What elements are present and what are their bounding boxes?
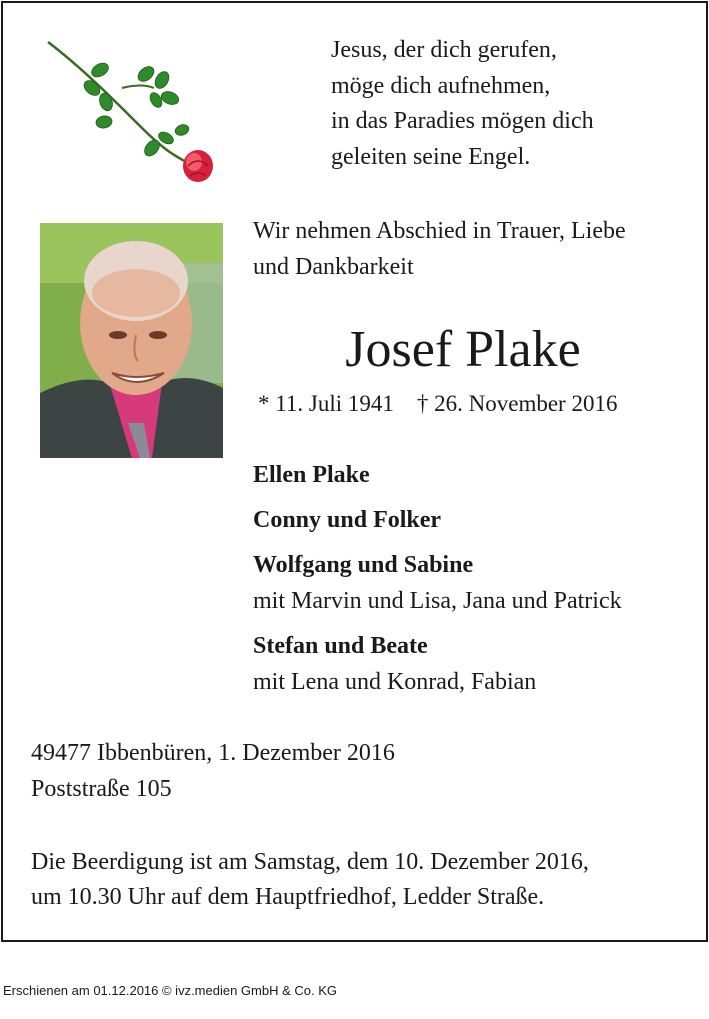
mourner-names: Wolfgang und Sabine <box>253 552 474 578</box>
funeral-line: um 10.30 Uhr auf dem Hauptfriedhof, Ledder Straße. <box>31 884 545 910</box>
rose-image <box>42 38 222 190</box>
funeral-info <box>31 845 589 915</box>
mourner-names: Stefan und Beate <box>253 633 428 659</box>
intro-line: und Dankbarkeit <box>253 254 414 280</box>
farewell-intro <box>253 213 626 285</box>
mourner-detail: mit Marvin und Lisa, Jana und Patrick <box>253 588 622 614</box>
publication-footer: Erschienen am 01.12.2016 © ivz.medien GmbH & Co. KG <box>3 983 338 998</box>
street-address: Poststraße 105 <box>31 776 172 802</box>
funeral-line: Die Beerdigung ist am Samstag, dem 10. Dezember 2016, <box>31 849 589 875</box>
portrait-photo <box>40 223 223 458</box>
verse-line: Jesus, der dich gerufen, <box>331 37 557 63</box>
intro-line: Wir nehmen Abschied in Trauer, Liebe <box>253 218 626 244</box>
verse-line: geleiten seine Engel. <box>331 143 531 170</box>
bible-verse <box>331 33 594 175</box>
place-and-address <box>31 735 395 807</box>
mourner-names: Ellen Plake <box>253 462 370 488</box>
life-dates: * 11. Juli 1941 † 26. November 2016 <box>258 391 618 416</box>
mourners-list <box>253 457 622 700</box>
verse-line: möge dich aufnehmen, <box>331 72 551 99</box>
mourner-detail: mit Lena und Konrad, Fabian <box>253 669 537 695</box>
place-date: 49477 Ibbenbüren, 1. Dezember 2016 <box>31 740 395 766</box>
deceased-name: Josef Plake <box>345 321 581 378</box>
verse-line: in das Paradies mögen dich <box>331 108 594 134</box>
mourner-names: Conny und Folker <box>253 507 442 533</box>
